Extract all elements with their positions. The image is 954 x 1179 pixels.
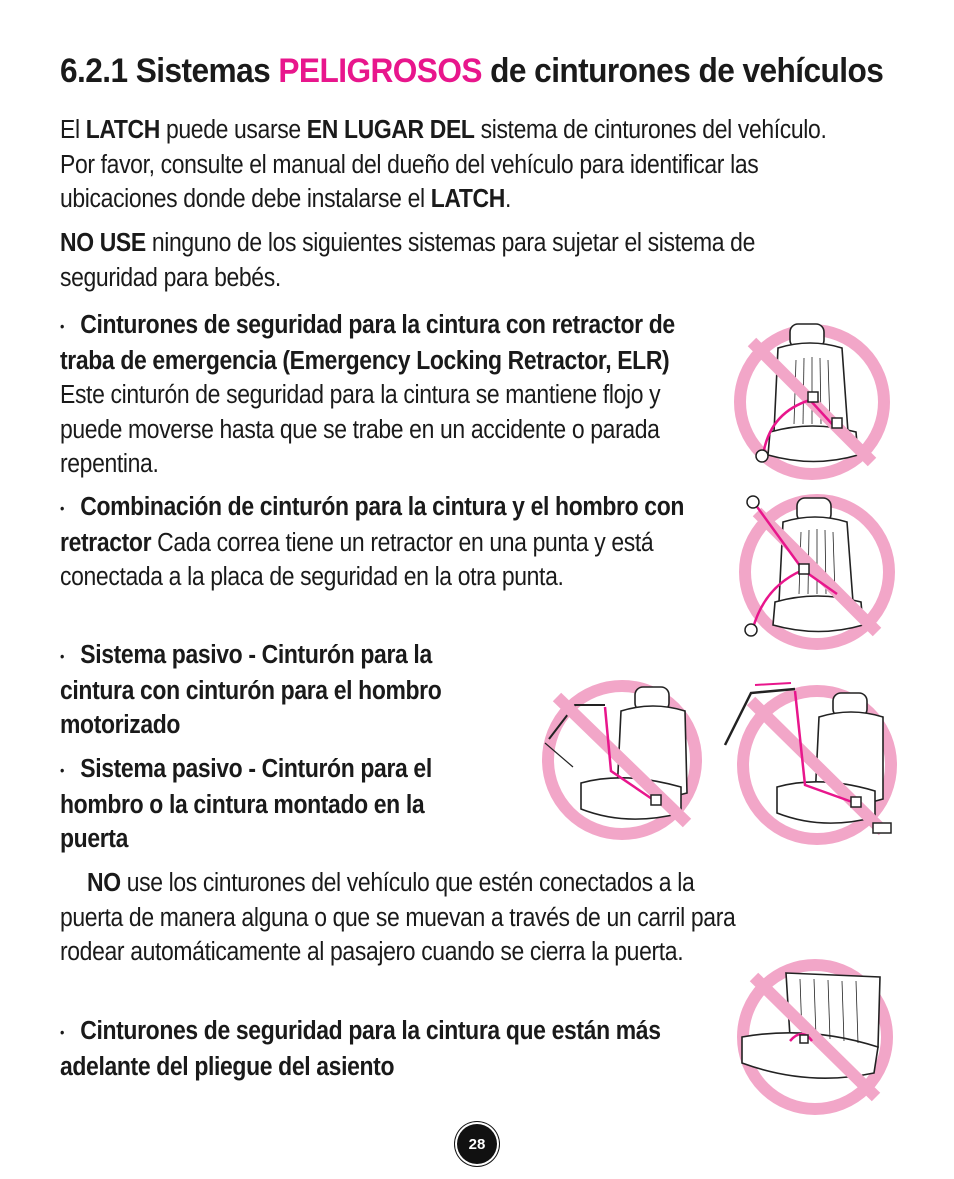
bullet-marker: • — [60, 648, 65, 665]
prohibited-elr-seat-illustration — [730, 320, 895, 485]
no-use-paragraph: NO USE ninguno de los siguientes sistemas para sujetar el sistema de seguridad para bebés. — [60, 229, 755, 292]
intro-paragraph: El LATCH puede usarse EN LUGAR DEL sistema de cinturones del vehículo. Por favor, consulte el manual del dueño del vehículo para identificar las ubicaciones donde debe instalarse el LATCH. — [60, 116, 827, 213]
prohibited-forward-crease-seat-illustration — [730, 955, 900, 1120]
heading-highlight: PELIGROSOS — [278, 52, 482, 90]
bullet-marker: • — [60, 1024, 65, 1041]
bullet-passive-motorized: • Sistema pasivo - Cinturón para la cintura con cinturón para el hombro motorizado — [60, 641, 442, 740]
door-note: NO use los cinturones del vehículo que estén conectados a la puerta de manera alguna o que se muevan a través de un carril para rodear automáticamente al pasajero cuando se cierra la puerta. — [60, 869, 736, 966]
bullet-combination: • Combinación de cinturón para la cintura y el hombro con retractor Cada correa tiene un retractor en una punta y está conectada a la placa de seguridad en la otra punta. — [60, 493, 685, 592]
prohibited-combination-seat-illustration — [725, 490, 900, 655]
section-heading — [60, 52, 883, 91]
bullet-elr: • Cinturones de seguridad para la cintura con retractor de traba de emergencia (Emergency Locking Retractor, ELR) Este cinturón de seguridad para la cintura se mantiene flojo y puede moverse hasta que se trabe en un accidente o parada repentina. — [60, 311, 675, 479]
prohibited-motorized-belt-illustration — [535, 675, 710, 845]
heading-number: 6.2.1 Sistemas — [60, 52, 271, 90]
bullet-forward-crease: • Cinturones de seguridad para la cintura que están más adelante del pliegue del asiento — [60, 1017, 661, 1081]
bullet-marker: • — [60, 500, 65, 517]
bullet-marker: • — [60, 762, 65, 779]
prohibited-door-mounted-belt-illustration — [715, 675, 905, 850]
page-number-badge: 28 — [457, 1124, 497, 1164]
bullet-marker: • — [60, 318, 65, 335]
heading-rest: de cinturones de vehículos — [490, 52, 884, 90]
bullet-passive-door: • Sistema pasivo - Cinturón para el hombro o la cintura montado en la puerta — [60, 755, 432, 854]
